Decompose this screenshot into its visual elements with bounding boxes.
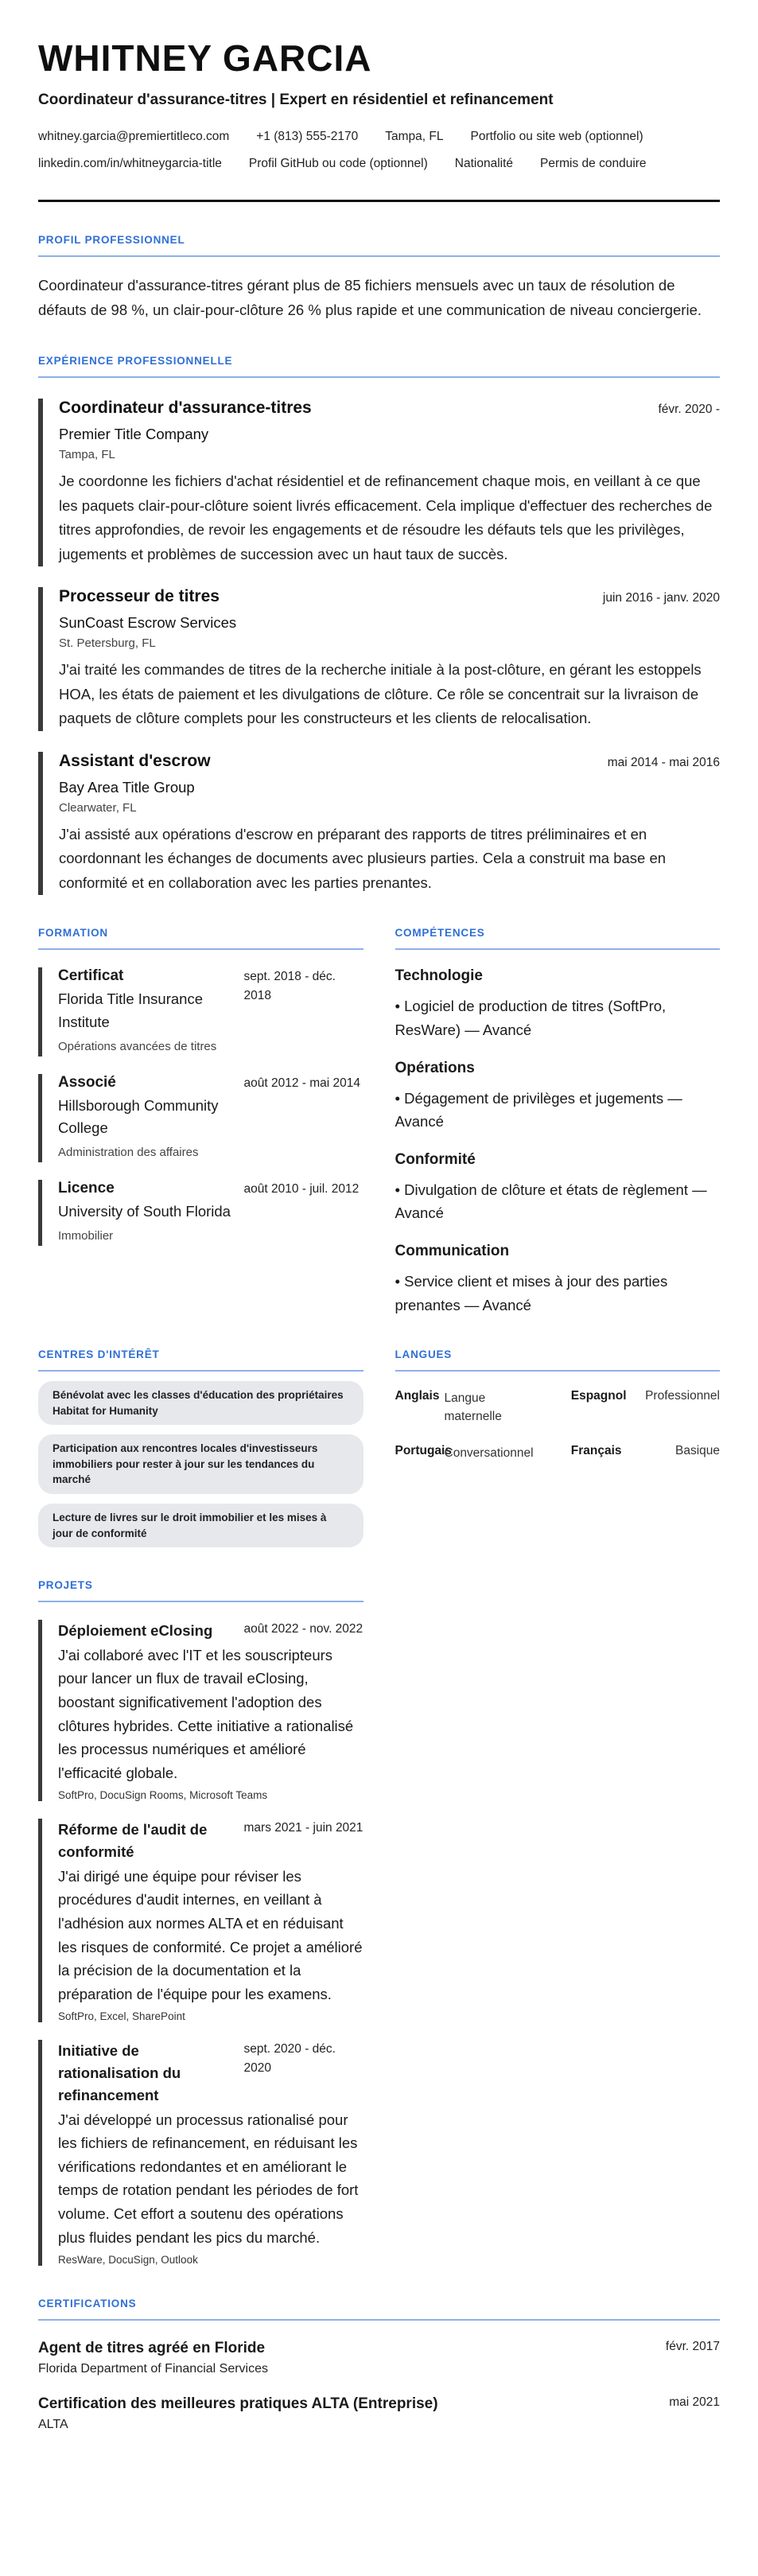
job-dates: juin 2016 - janv. 2020 [602, 591, 720, 605]
skill-item: • Logiciel de production de titres (SoftPro, ResWare) — Avancé [395, 998, 667, 1038]
project-tech: SoftPro, Excel, SharePoint [58, 2010, 185, 2023]
skill-group [395, 967, 721, 1041]
certification-entry [38, 2395, 720, 2432]
section-title: FORMATION [38, 927, 108, 940]
contact-license: Permis de conduire [540, 156, 647, 170]
language-level: Professionnel [645, 1389, 720, 1403]
company-name: SunCoast Escrow Services [59, 614, 237, 632]
skill-category: Opérations [395, 1059, 475, 1076]
experience-entry [38, 587, 720, 731]
projects-row [38, 1579, 720, 2266]
job-title: Processeur de titres [59, 587, 220, 606]
field-of-study: Administration des affaires [58, 1146, 199, 1160]
section-divider [38, 948, 363, 950]
school-name: Florida Title Insurance Institute [58, 990, 204, 1031]
section-divider [38, 1601, 363, 1602]
language-name: Portugais [395, 1443, 452, 1457]
skill-group [395, 1151, 721, 1225]
section-title: CERTIFICATIONS [38, 2298, 137, 2310]
section-divider [38, 376, 720, 378]
section-divider [38, 1370, 363, 1372]
job-dates: févr. 2020 - [658, 403, 720, 417]
certification-entry [38, 2340, 720, 2376]
project-tech: SoftPro, DocuSign Rooms, Microsoft Teams [58, 1789, 268, 1802]
job-location: Clearwater, FL [59, 800, 137, 815]
headline: Coordinateur d'assurance-titres | Expert en résidentiel et refinancement [38, 91, 554, 108]
section-title: PROJETS [38, 1579, 93, 1592]
certification-date: févr. 2017 [665, 2340, 720, 2354]
languages-section [395, 1348, 721, 1547]
project-tech: ResWare, DocuSign, Outlook [58, 2254, 198, 2267]
contact-location: Tampa, FL [385, 129, 444, 143]
education-dates: août 2010 - juil. 2012 [243, 1182, 360, 1197]
school-name: University of South Florida [58, 1203, 231, 1220]
interests-languages-row [38, 1348, 720, 1547]
project-description: J'ai collaboré avec l'IT et les souscripteurs pour lancer un flux de travail eClosing, boostant significativement l'adoption des clôtures hybrides. Cette initiative a rationalisé les processus numériques et amélioré l'efficacité globale. [58, 1646, 354, 1781]
section-title: LANGUES [395, 1348, 453, 1361]
degree: Certificat [58, 967, 124, 985]
experience-section [38, 355, 720, 895]
contact-nationality: Nationalité [454, 156, 514, 170]
section-divider [38, 255, 720, 257]
job-description: J'ai traité les commandes de titres de la recherche initiale à la post-clôture, en gérant les estoppels HOA, les états de paiement et les divulgations de clôture. Ce rôle se concentrait sur la livraison de paquets de clôture complets pour les constructeurs et les clients de relocalisation. [59, 661, 702, 727]
project-entry [38, 1819, 363, 2022]
skill-item: • Dégagement de privilèges et jugements — Avancé [395, 1089, 682, 1130]
job-title: Coordinateur d'assurance-titres [59, 399, 312, 418]
section-title: COMPÉTENCES [395, 927, 485, 940]
education-section [38, 927, 363, 1317]
section-divider [395, 948, 721, 950]
education-dates: août 2012 - mai 2014 [243, 1076, 360, 1090]
certification-date: mai 2021 [669, 2395, 720, 2410]
contact-info [38, 123, 720, 177]
job-location: St. Petersburg, FL [59, 636, 156, 651]
resume-header [38, 38, 720, 202]
language-item [395, 1389, 544, 1426]
interest-chip: Lecture de livres sur le droit immobilier et les mises à jour de conformité [38, 1504, 363, 1547]
field-of-study: Immobilier [58, 1228, 114, 1243]
project-name: Déploiement eClosing [58, 1622, 213, 1640]
section-title: PROFIL PROFESSIONNEL [38, 233, 185, 246]
section-divider [395, 1370, 721, 1372]
project-dates: août 2022 - nov. 2022 [243, 1622, 363, 1636]
project-dates: mars 2021 - juin 2021 [243, 1821, 363, 1835]
skill-category: Technologie [395, 967, 483, 985]
interest-chip: Participation aux rencontres locales d'investisseurs immobiliers pour rester à jour sur les tendances du marché [38, 1434, 363, 1494]
education-entry [38, 967, 363, 1056]
section-divider [38, 2319, 720, 2321]
skill-group [395, 1243, 721, 1317]
skill-item: • Service client et mises à jour des parties prenantes — Avancé [395, 1272, 668, 1313]
language-level: Langue maternelle [444, 1391, 502, 1424]
job-description: Je coordonne les fichiers d'achat résidentiel et de refinancement chaque mois, en veillant à ce que les paquets clair-pour-clôture soient livrés efficacement. Cela implique d'effectuer des recherches de titres approfondies, de revoir les engagements et de résoudre les défauts tels que les privilèges, jugements et problèmes de succession avec un haut taux de succès. [59, 473, 713, 562]
certification-issuer: ALTA [38, 2418, 68, 2432]
contact-portfolio[interactable]: Portfolio ou site web (optionnel) [470, 129, 643, 143]
summary-text: Coordinateur d'assurance-titres gérant plus de 85 fichiers mensuels avec un taux de résolution de défauts de 98 %, un clair-pour-clôture 26 % plus rapide et une communication de niveau conciergerie. [38, 276, 702, 319]
degree: Licence [58, 1180, 115, 1197]
language-item [571, 1389, 720, 1426]
skills-section [395, 927, 721, 1317]
field-of-study: Opérations avancées de titres [58, 1039, 217, 1053]
contact-email[interactable]: whitney.garcia@premiertitleco.com [38, 129, 230, 143]
skill-item: • Divulgation de clôture et états de règlement — Avancé [395, 1181, 707, 1222]
school-name: Hillsborough Community College [58, 1096, 219, 1137]
degree: Associé [58, 1073, 116, 1091]
education-entry [38, 1180, 363, 1246]
project-name: Réforme de l'audit de conformité [58, 1821, 208, 1861]
skill-group [395, 1060, 721, 1134]
projects-spacer [395, 1579, 721, 2266]
job-location: Tampa, FL [59, 448, 115, 462]
job-title: Assistant d'escrow [59, 751, 211, 770]
project-description: J'ai développé un processus rationalisé pour les fichiers de refinancement, en réduisant les vérifications redondantes et en améliorant le temps de rotation pendant les périodes de fort volume. Cet effort a soutenu des opérations plus fluides pendant les pics du marché. [58, 2111, 359, 2246]
interests-section [38, 1348, 363, 1547]
job-dates: mai 2014 - mai 2016 [607, 755, 720, 769]
contact-phone[interactable]: +1 (813) 555-2170 [256, 129, 359, 143]
job-description: J'ai assisté aux opérations d'escrow en préparant des rapports de titres préliminaires et en coordonnant les échanges de documents avec plusieurs parties. Cela a construit ma base en conformité et en collaboration avec les parties prenantes. [59, 825, 667, 891]
experience-entry [38, 752, 720, 896]
education-skills-row [38, 927, 720, 1317]
skill-category: Communication [395, 1242, 510, 1259]
contact-linkedin[interactable]: linkedin.com/in/whitneygarcia-title [38, 156, 222, 170]
certification-name: Agent de titres agréé en Floride [38, 2340, 266, 2357]
skill-category: Conformité [395, 1150, 476, 1168]
company-name: Premier Title Company [59, 426, 209, 443]
language-name: Espagnol [570, 1389, 627, 1403]
education-entry [38, 1074, 363, 1162]
project-description: J'ai dirigé une équipe pour réviser les procédures d'audit internes, en veillant à l'adhésion aux normes ALTA et en réduisant les risques de conformité. Ce projet a amélioré la précision de la documentation et la préparation de l'équipe pour les examens. [58, 1867, 363, 2002]
project-entry [38, 2040, 363, 2266]
project-entry [38, 1620, 363, 1801]
company-name: Bay Area Title Group [59, 778, 195, 796]
projects-section [38, 1579, 363, 2266]
language-item [395, 1444, 544, 1462]
section-title: EXPÉRIENCE PROFESSIONNELLE [38, 355, 233, 368]
interest-chip: Bénévolat avec les classes d'éducation des propriétaires Habitat for Humanity [38, 1381, 363, 1425]
language-level: Conversationnel [444, 1446, 534, 1460]
section-title: CENTRES D'INTÉRÊT [38, 1348, 160, 1361]
language-level: Basique [674, 1443, 720, 1457]
contact-github[interactable]: Profil GitHub ou code (optionnel) [248, 156, 428, 170]
summary-section [38, 234, 720, 324]
project-dates: sept. 2020 - déc. 2020 [243, 2042, 336, 2076]
certifications-section [38, 2298, 720, 2432]
project-name: Initiative de rationalisation du refinancement [58, 2042, 181, 2103]
certification-name: Certification des meilleures pratiques ALTA (Entreprise) [38, 2395, 438, 2413]
language-item [571, 1444, 720, 1462]
language-name: Français [570, 1443, 622, 1457]
education-dates: sept. 2018 - déc. 2018 [243, 970, 336, 1003]
header-divider [38, 200, 720, 202]
language-name: Anglais [395, 1389, 440, 1403]
certification-issuer: Florida Department of Financial Services [38, 2362, 269, 2376]
experience-entry [38, 399, 720, 566]
candidate-name: WHITNEY GARCIA [38, 37, 372, 79]
